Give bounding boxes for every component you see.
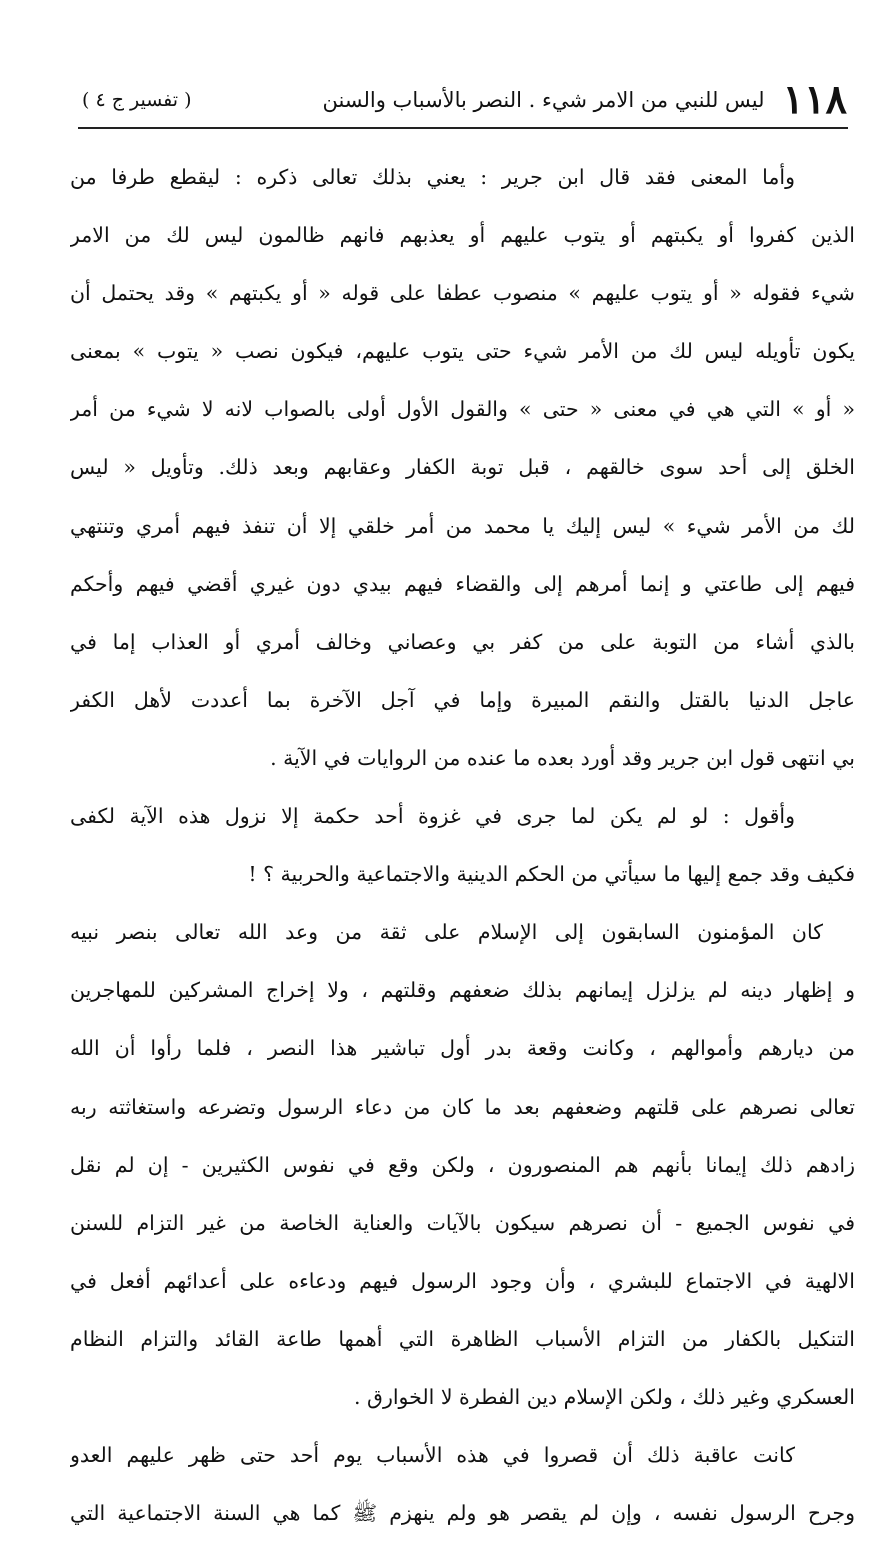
text-line: لك من الأمر شيء » ليس إليك يا محمد من أمر خلقي إلا أن تنفذ فيهم أمري وتنتهي [70,513,855,538]
text-line: وأقول : لو لم يكن لما جرى في غزوة أحد حكمة إلا نزول هذه الآية لكفى [70,804,795,829]
text-line: وجرح الرسول نفسه ، وإن لم يقصر هو ولم ينهزم ﷺ كما هي السنة الاجتماعية التي [70,1501,855,1526]
text-line: الذين كفروا أو يكبتهم أو يتوب عليهم أو يعذبهم فانهم ظالمون ليس لك من الامر [70,223,855,248]
text-line: من ديارهم وأموالهم ، وكانت وقعة بدر أول تباشير هذا النصر ، فلما رأوا أن الله [70,1036,855,1061]
header-rule [78,127,848,129]
text-line: تعالى نصرهم على قلتهم وضعفهم بعد ما كان من دعاء الرسول وتضرعه واستغاثته ربه [70,1094,855,1119]
page-number: ١١٨ [782,76,847,123]
section-reference: ( تفسير ج ٤ ) [82,89,192,111]
text-line: يكون تأويله ليس لك من الأمر شيء حتى يتوب عليهم، فيكون نصب « يتوب » بمعنى [70,339,855,364]
text-line: بالذي أشاء من التوبة على من كفر بي وعصاني وخالف أمري أو العذاب إما في [70,629,855,654]
text-line: في نفوس الجميع - أن نصرهم سيكون بالآيات والعناية الخاصة من غير التزام للسنن [70,1210,855,1235]
text-line: فكيف وقد جمع إليها ما سيأتي من الحكم الدينية والاجتماعية والحربية ؟ ! [248,862,855,887]
text-line: فيهم إلى طاعتي و إنما أمرهم إلى والقضاء فيهم بيدي دون غيري أقضي فيهم وأحكم [70,571,855,596]
text-line: « أو » التي هي في معنى « حتى » والقول الأول أولى بالصواب لانه لا شيء من أمر [70,397,855,422]
text-line: الخلق إلى أحد سوى خالقهم ، قبل توبة الكفار وعقابهم وبعد ذلك. وتأويل « ليس [70,455,855,480]
text-line: شيء فقوله « أو يتوب عليهم » منصوب عطفا على قوله « أو يكبتهم » وقد يحتمل أن [70,281,855,306]
running-title: ليس للنبي من الامر شيء . النصر بالأسباب والسنن [322,88,765,112]
text-line: وأما المعنى فقد قال ابن جرير : يعني بذلك تعالى ذكره : ليقطع طرفا من [70,165,795,189]
text-line: كان المؤمنون السابقون إلى الإسلام على ثقة من وعد الله تعالى بنصر نبيه [70,920,823,945]
text-line: كانت عاقبة ذلك أن قصروا في هذه الأسباب يوم أحد حتى ظهر عليهم العدو [70,1443,795,1468]
text-line: زادهم ذلك إيمانا بأنهم هم المنصورون ، ولكن وقع في نفوس الكثيرين - إن لم نقل [70,1152,855,1177]
text-line: العسكري وغير ذلك ، ولكن الإسلام دين الفطرة لا الخوارق . [354,1384,855,1409]
text-line: الالهية في الاجتماع للبشري ، وأن وجود الرسول فيهم ودعاءه على أعدائهم أفعل في [70,1268,855,1293]
body-text [70,148,855,1542]
page-header [82,78,847,122]
text-line: التنكيل بالكفار من التزام الأسباب الظاهرة التي أهمها طاعة القائد والتزام النظام [70,1326,855,1351]
text-line: عاجل الدنيا بالقتل والنقم المبيرة وإما في آجل الآخرة بما أعددت لأهل الكفر [70,687,855,712]
text-line: و إظهار دينه لم يزلزل إيمانهم بذلك ضعفهم وقلتهم ، ولا إخراج المشركين للمهاجرين [70,978,855,1003]
text-line: بي انتهى قول ابن جرير وقد أورد بعده ما عنده من الروايات في الآية . [270,745,855,770]
